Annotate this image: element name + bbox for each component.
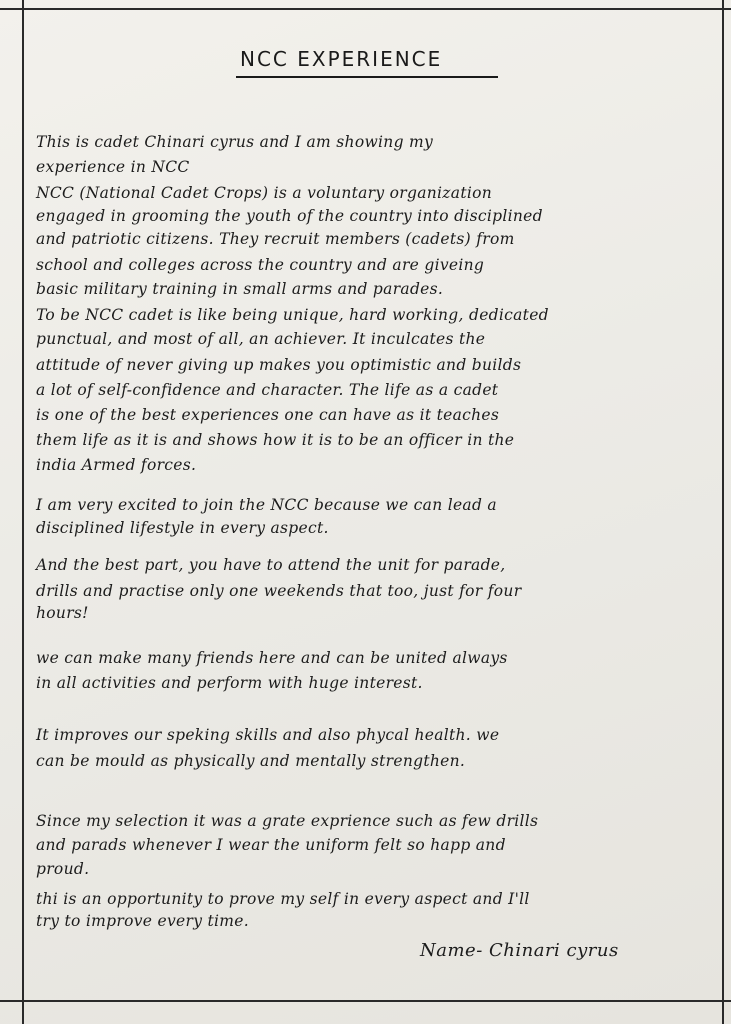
handwritten-line: Since my selection it was a grate exprience such as few drills	[36, 812, 539, 830]
handwritten-line: them life as it is and shows how it is to be an officer in the	[36, 431, 515, 449]
handwritten-line: can be mould as physically and mentally strengthen.	[36, 752, 466, 770]
handwritten-line: basic military training in small arms and parades.	[36, 280, 444, 298]
page-left-margin-line	[22, 0, 24, 1024]
handwritten-line: is one of the best experiences one can have as it teaches	[36, 406, 500, 424]
handwritten-line: we can make many friends here and can be united always	[36, 649, 508, 667]
signature-name: Name- Chinari cyrus	[420, 940, 619, 961]
handwritten-line: thi is an opportunity to prove my self in every aspect and I'll	[36, 890, 530, 908]
page-top-margin-line	[0, 8, 731, 10]
handwritten-line: a lot of self-confidence and character. The life as a cadet	[36, 381, 499, 399]
handwritten-line: and patriotic citizens. They recruit members (cadets) from	[36, 230, 515, 248]
page-bottom-margin-line	[0, 1000, 731, 1002]
handwritten-line: school and colleges across the country and are giveing	[36, 256, 485, 274]
page-right-margin-line	[722, 0, 724, 1024]
handwritten-line: in all activities and perform with huge interest.	[36, 674, 423, 692]
handwritten-line: And the best part, you have to attend the unit for parade,	[36, 556, 506, 574]
handwritten-line: It improves our speking skills and also phycal health. we	[36, 726, 500, 744]
handwritten-line: attitude of never giving up makes you optimistic and builds	[36, 356, 522, 374]
handwritten-line: experience in NCC	[36, 158, 190, 176]
handwritten-line: try to improve every time.	[36, 912, 249, 930]
handwritten-line: This is cadet Chinari cyrus and I am showing my	[36, 133, 434, 151]
handwritten-line: punctual, and most of all, an achiever. It inculcates the	[36, 330, 486, 348]
handwritten-line: I am very excited to join the NCC because we can lead a	[36, 496, 497, 514]
title-underline	[236, 76, 498, 78]
handwritten-line: drills and practise only one weekends that too, just for four	[36, 582, 522, 600]
handwritten-line: hours!	[36, 604, 89, 622]
handwritten-line: india Armed forces.	[36, 456, 197, 474]
handwritten-line: To be NCC cadet is like being unique, hard working, dedicated	[36, 306, 549, 324]
page-title: NCC EXPERIENCE	[240, 47, 443, 71]
handwritten-line: engaged in grooming the youth of the country into disciplined	[36, 207, 543, 225]
handwritten-line: and parads whenever I wear the uniform felt so happ and	[36, 836, 506, 854]
handwritten-line: disciplined lifestyle in every aspect.	[36, 519, 329, 537]
handwritten-line: NCC (National Cadet Crops) is a voluntary organization	[36, 184, 493, 202]
handwritten-line: proud.	[36, 860, 90, 878]
